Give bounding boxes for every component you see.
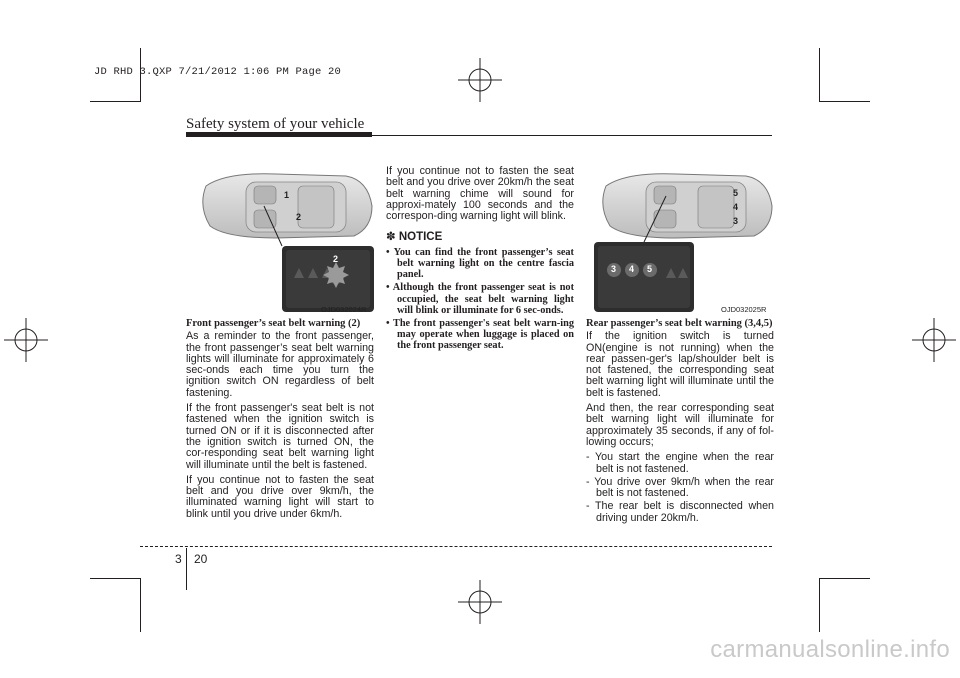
footer-separator: [186, 548, 187, 590]
notice-item: • The front passenger's seat belt warn-ing may operate when luggage is placed on the front passenger seat.: [386, 318, 574, 352]
figure-callout: 3: [733, 216, 739, 226]
watermark: carmanualsonline.info: [710, 636, 950, 663]
figure-callout: 5: [647, 264, 653, 274]
figure-callout: 2: [296, 212, 302, 222]
figure-code: OJD032024R: [321, 305, 367, 314]
paragraph: If you continue not to fasten the seat belt and you drive over 20km/h the seat belt warning chime will sound for approxi-mately 100 seconds and the correspon-ding warning light will blink.: [386, 165, 574, 223]
paragraph: If the front passenger's seat belt is not fastened when the ignition switch is turned ON or if it is disconnected after the ignition switch is turned ON, the cor-responding seat belt warning light will illuminate until the belt is fastened.: [186, 402, 374, 471]
crop-mark: [90, 101, 140, 102]
crop-mark: [820, 101, 870, 102]
list-item: - You start the engine when the rear belt is not fastened.: [586, 451, 774, 475]
chapter-number: 3: [175, 552, 182, 566]
notice-item: • You can find the front passenger’s seat belt warning light on the centre fascia panel.: [386, 246, 574, 281]
figure-callout: 3: [611, 264, 617, 274]
crop-mark: [819, 578, 820, 632]
header-rule: [372, 135, 772, 136]
figure-callout: 1: [284, 190, 290, 200]
car-top-view-illustration: [186, 166, 374, 314]
figure-rear-passenger: [586, 166, 774, 314]
paragraph: As a reminder to the front passenger, the front passenger’s seat belt warning lights will illuminate for approximately 6 sec-onds each time you turn the ignition switch ON regardless of belt fastening.: [186, 330, 374, 399]
crop-mark: [140, 578, 141, 632]
figure-front-passenger: [186, 166, 374, 314]
registration-mark-bottom: [458, 580, 502, 624]
page-header-title: Safety system of your vehicle: [186, 116, 365, 132]
notice-title: ✽ NOTICE: [386, 231, 443, 244]
list-item: - The rear belt is disconnected when driving under 20km/h.: [586, 500, 774, 524]
crop-mark: [90, 578, 140, 579]
section-heading: Rear passenger’s seat belt warning (3,4,5): [586, 318, 773, 329]
page-number: 20: [194, 552, 208, 566]
notice-item: • Although the front passenger seat is not occupied, the seat belt warning light will blink or illuminate for 6 sec-onds.: [386, 282, 574, 316]
registration-mark-top: [458, 58, 502, 102]
figure-callout: 4: [629, 264, 635, 274]
registration-mark-left: [4, 318, 48, 362]
registration-mark-right: [912, 318, 956, 362]
figure-callout: 2: [333, 254, 339, 264]
figure-callout: 5: [733, 188, 739, 198]
figure-code: OJD032025R: [721, 305, 767, 314]
list-item: - You drive over 9km/h when the rear belt is not fastened.: [586, 475, 774, 500]
car-top-view-illustration: [586, 166, 774, 314]
footer-rule: [140, 546, 772, 547]
text-column-2: [386, 166, 574, 354]
header-rule: [186, 132, 372, 137]
paragraph: If the ignition switch is turned ON(engine is not running) when the rear passen-ger's lap/shoulder belt is not fastened, the corresponding seat belt warning light will illuminate until the belt is fastened.: [586, 330, 774, 399]
text-column-3: [586, 318, 774, 526]
paragraph: If you continue not to fasten the seat belt and you drive over 9km/h, the illuminated warning light will start to blink until you drive under 6km/h.: [186, 473, 374, 520]
print-slug: JD RHD 3.QXP 7/21/2012 1:06 PM Page 20: [94, 66, 342, 78]
figure-callout: 4: [733, 202, 739, 212]
crop-mark: [820, 578, 870, 579]
text-column-1: [186, 318, 374, 524]
crop-mark: [819, 48, 820, 102]
section-heading: Front passenger’s seat belt warning (2): [186, 318, 361, 329]
paragraph: And then, the rear corresponding seat belt warning light will illuminate for approximately 35 seconds, if any of fol-lowing occurs;: [586, 402, 774, 448]
